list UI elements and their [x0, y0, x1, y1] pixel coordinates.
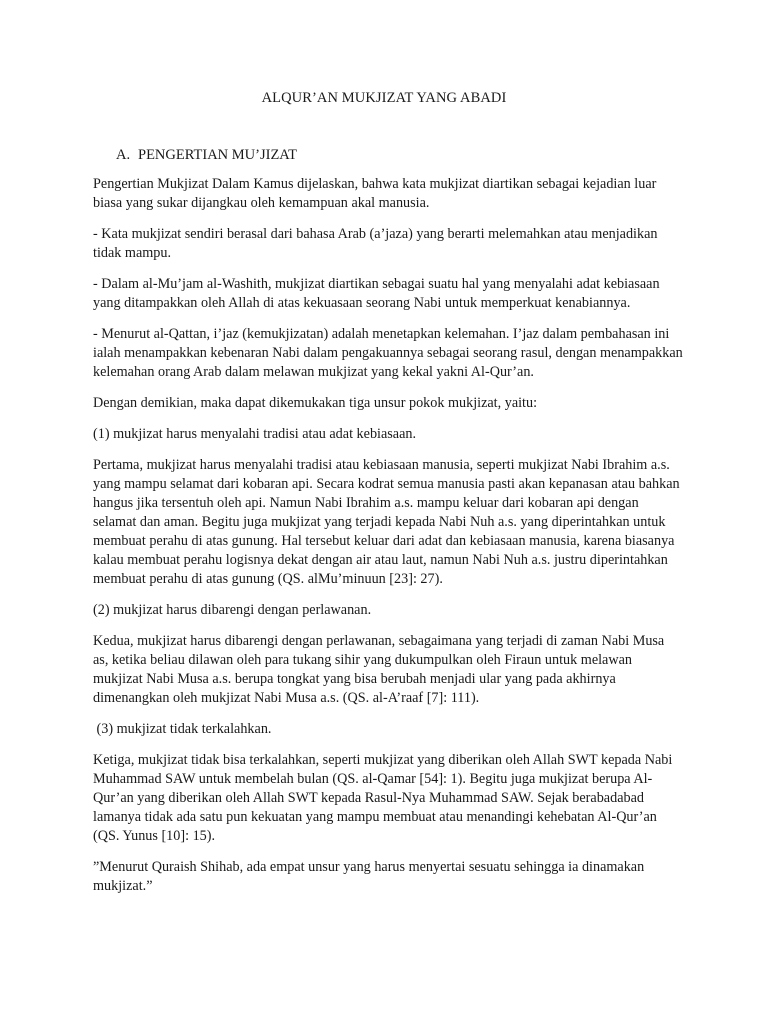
paragraph: Pertama, mukjizat harus menyalahi tradisi atau kebiasaan manusia, seperti mukjizat Nabi Ibrahim a.s. yang mampu selamat dari kobaran api. Secara kodrat semua manusia pasti akan kepanasan atau bahkan hangus jika tersentuh oleh api. Namun Nabi Ibrahim a.s. mampu keluar dari kobaran api dengan selamat dan aman. Begitu juga mukjizat yang terjadi kepada Nabi Nuh a.s. yang diperintahkan untuk membuat perahu di atas gunung. Hal tersebut keluar dari adat dan kebiasaan manusia, karena biasanya kalau membuat perahu logisnya dekat dengan air atau laut, namun Nabi Nuh a.s. justru diperintahkan membuat perahu di atas gunung (QS. alMu’minuun [23]: 27).	[93, 457, 680, 587]
paragraph: - Kata mukjizat sendiri berasal dari bahasa Arab (a’jaza) yang berarti melemahkan atau menjadikan tidak mampu.	[93, 226, 658, 261]
document-body	[93, 175, 683, 908]
paragraph: (3) mukjizat tidak terkalahkan.	[93, 721, 272, 737]
paragraph: Kedua, mukjizat harus dibarengi dengan perlawanan, sebagaimana yang terjadi di zaman Nabi Musa as, ketika beliau dilawan oleh para tukang sihir yang dukumpulkan oleh Firaun untuk melawan mukjizat Nabi Musa a.s. berupa tongkat yang bisa berubah menjadi ular yang pada akhirnya dimenangkan oleh mukjizat Nabi Musa a.s. (QS. al-A’raaf [7]: 111).	[93, 633, 665, 706]
paragraph: Dengan demikian, maka dapat dikemukakan tiga unsur pokok mukjizat, yaitu:	[93, 395, 538, 411]
paragraph: (1) mukjizat harus menyalahi tradisi atau adat kebiasaan.	[93, 426, 417, 442]
paragraph: - Dalam al-Mu’jam al-Washith, mukjizat diartikan sebagai suatu hal yang menyalahi adat kebiasaan yang ditampakkan oleh Allah di atas kekuasaan seorang Nabi untuk memperkuat kenabiannya.	[93, 276, 660, 311]
section-heading	[116, 147, 297, 164]
paragraph: ”Menurut Quraish Shihab, ada empat unsur yang harus menyertai sesuatu sehingga ia dinamakan mukjizat.”	[93, 859, 645, 894]
paragraph: - Menurut al-Qattan, i’jaz (kemukjizatan) adalah menetapkan kelemahan. I’jaz dalam pembahasan ini ialah menampakkan kebenaran Nabi dalam pengakuannya sebagai seorang rasul, dengan menampakkan kelemahan orang Arab dalam melawan mukjizat yang kekal yakni Al-Qur’an.	[93, 326, 683, 380]
section-number: A.	[116, 147, 131, 163]
section-heading-text: PENGERTIAN MU’JIZAT	[138, 147, 298, 163]
paragraph: Ketiga, mukjizat tidak bisa terkalahkan, seperti mukjizat yang diberikan oleh Allah SWT kepada Nabi Muhammad SAW untuk membelah bulan (QS. al-Qamar [54]: 1). Begitu juga mukjizat berupa Al-Qur’an yang diberikan oleh Allah SWT kepada Rasul-Nya Muhammad SAW. Sejak berabadabad lamanya tidak ada satu pun kekuatan yang mampu membuat atau menandingi kehebatan Al-Qur’an (QS. Yunus [10]: 15).	[93, 752, 673, 844]
document-title: ALQUR’AN MUKJIZAT YANG ABADI	[261, 90, 507, 106]
paragraph: Pengertian Mukjizat Dalam Kamus dijelaskan, bahwa kata mukjizat diartikan sebagai kejadian luar biasa yang sukar dijangkau oleh kemampuan akal manusia.	[93, 176, 657, 211]
paragraph: (2) mukjizat harus dibarengi dengan perlawanan.	[93, 602, 372, 618]
